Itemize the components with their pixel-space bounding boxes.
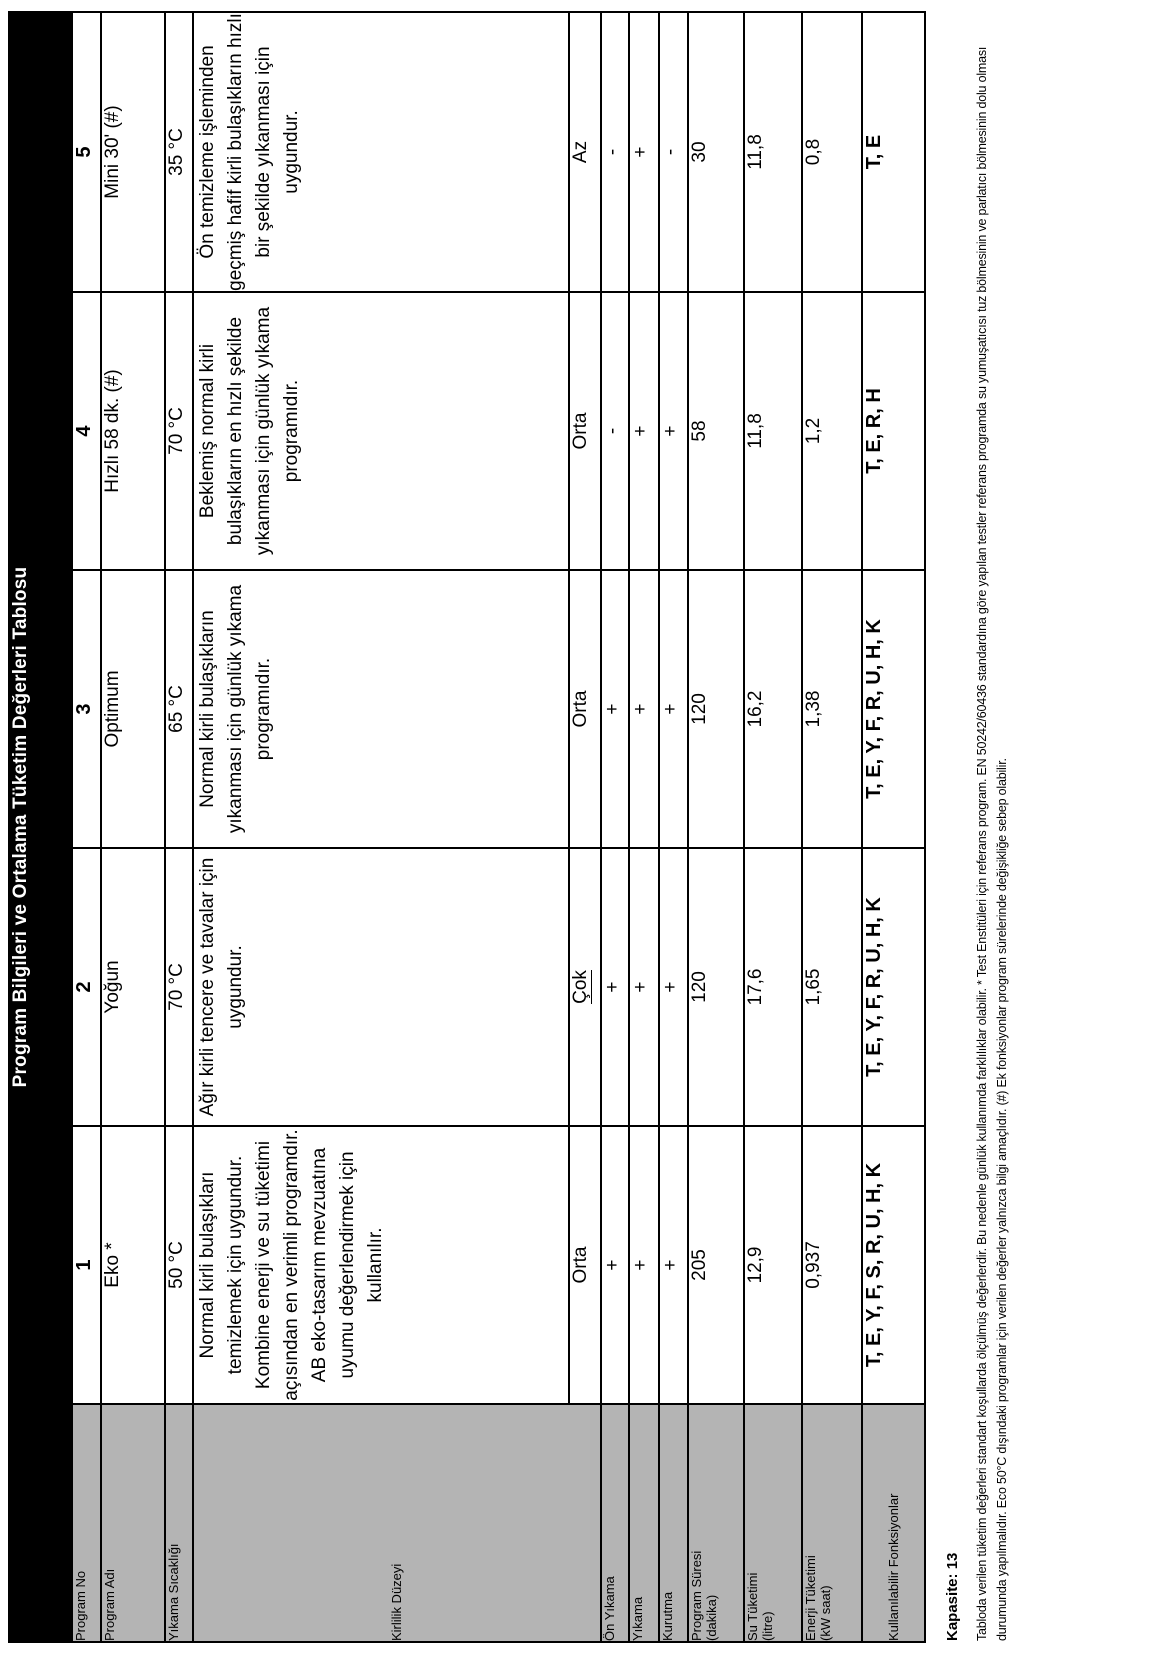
row-label-energy (802, 1404, 861, 1642)
water-value: 17,6 (744, 848, 802, 1126)
program-description: Ön temizleme işleminden geçmiş hafif kirli bulaşıkların hızlı bir şekilde yıkanması için uygundur. (193, 12, 569, 292)
functions-value: T, E, R, H (862, 292, 925, 570)
duration-value: 30 (688, 12, 744, 292)
program-name: Yoğun (101, 848, 165, 1126)
water-unit: (litre) (760, 1611, 776, 1641)
prewash-value: - (601, 12, 630, 292)
row-label-dry: Kurutma (659, 1404, 689, 1642)
row-label-wash-temperature: Yıkama Sıcaklığı (165, 1404, 192, 1642)
program-description: Beklemiş normal kirli bulaşıkların en hızlı şekilde yıkanması için günlük yıkama programıdır. (193, 292, 569, 570)
functions-value: T, E, Y, F, R, U, H, K (862, 848, 925, 1126)
row-label-wash: Yıkama (629, 1404, 659, 1642)
program-name: Eko * (101, 1126, 165, 1404)
program-name: Optimum (101, 570, 165, 848)
row-label-program-no: Program No (72, 1404, 101, 1642)
program-no: 5 (72, 12, 101, 292)
footnote: Tabloda verilen tüketim değerleri standart koşullarda ölçülmüş değerlerdir. Bu nedenle günlük kullanımda farklılıklar olabilir. * Test Enstitüleri için referans program. EN 50242/60436 standardına göre yapılan testler referans programda su yumuşatıcısı tuz bölmesinin ve parlatıcı bölmesinin dolu olması durumunda yapılmalıdır. Eco 50°C dışındaki programlar için verilen değerler yalnızca bilgi amaçlıdır. (#) Ek fonksiyonlar program sürelerinde değişikliğe sebep olabilir. (975, 46, 1009, 1641)
program-name: Mini 30' (#) (101, 12, 165, 292)
dry-value: + (659, 1126, 689, 1404)
dirt-level: Az (569, 12, 601, 292)
dry-value: + (659, 848, 689, 1126)
row-label-functions: Kullanılabilir Fonksiyonlar (862, 1404, 925, 1642)
dirt-level-text: Çok (569, 970, 591, 1004)
wash-value: + (629, 570, 659, 848)
functions-value: T, E (862, 12, 925, 292)
duration-value: 205 (688, 1126, 744, 1404)
row-label-prewash: Ön Yıkama (601, 1404, 630, 1642)
duration-value: 120 (688, 848, 744, 1126)
prewash-value: - (601, 292, 630, 570)
energy-value: 0,8 (802, 12, 861, 292)
row-label-water (744, 1404, 802, 1642)
program-description: Normal kirli bulaşıkları temizlemek için uygundur. Kombine enerji ve su tüketimi açısından en verimli programdır. AB eko-tasarım mevzuatına uyumu değerlendirmek için kullanılır. (193, 1126, 569, 1404)
program-no: 1 (72, 1126, 101, 1404)
dirt-level: Orta (569, 1126, 601, 1404)
energy-label: Enerji Tüketimi (803, 1555, 819, 1641)
energy-unit: (kW saat) (818, 1585, 834, 1641)
wash-temperature: 50 °C (165, 1126, 192, 1404)
program-description: Normal kirli bulaşıkların yıkanması için günlük yıkama programıdır. (193, 570, 569, 848)
dry-value: - (659, 12, 689, 292)
dirt-level: Orta (569, 292, 601, 570)
wash-value: + (629, 292, 659, 570)
wash-value: + (629, 1126, 659, 1404)
duration-label: Program Süresi (689, 1550, 705, 1641)
dry-value: + (659, 570, 689, 848)
functions-value: T, E, Y, F, R, U, H, K (862, 570, 925, 848)
water-value: 11,8 (744, 12, 802, 292)
functions-value: T, E, Y, F, S, R, U, H, K (862, 1126, 925, 1404)
prewash-value: + (601, 570, 630, 848)
duration-unit: (dakika) (704, 1594, 720, 1641)
dirt-level: Orta (569, 570, 601, 848)
program-no: 2 (72, 848, 101, 1126)
dry-value: + (659, 292, 689, 570)
row-label-dirt-level: Kirlilik Düzeyi (193, 1404, 601, 1642)
program-no: 4 (72, 292, 101, 570)
wash-value: + (629, 12, 659, 292)
duration-value: 58 (688, 292, 744, 570)
water-value: 12,9 (744, 1126, 802, 1404)
wash-value: + (629, 848, 659, 1126)
water-value: 11,8 (744, 292, 802, 570)
duration-value: 120 (688, 570, 744, 848)
wash-temperature: 70 °C (165, 848, 192, 1126)
water-label: Su Tüketimi (745, 1572, 761, 1641)
energy-value: 1,65 (802, 848, 861, 1126)
dirt-level (569, 848, 601, 1126)
capacity-label: Kapasite: 13 (944, 1552, 961, 1641)
table-title: Program Bilgileri ve Ortalama Tüketim Değerleri Tablosu (9, 12, 72, 1642)
row-label-duration (688, 1404, 744, 1642)
energy-value: 1,2 (802, 292, 861, 570)
program-table (8, 11, 926, 1643)
row-label-program-name: Program Adı (101, 1404, 165, 1642)
wash-temperature: 35 °C (165, 12, 192, 292)
energy-value: 0,937 (802, 1126, 861, 1404)
program-description: Ağır kirli tencere ve tavalar için uygundur. (193, 848, 569, 1126)
energy-value: 1,38 (802, 570, 861, 848)
wash-temperature: 65 °C (165, 570, 192, 848)
program-no: 3 (72, 570, 101, 848)
water-value: 16,2 (744, 570, 802, 848)
wash-temperature: 70 °C (165, 292, 192, 570)
prewash-value: + (601, 1126, 630, 1404)
program-name: Hızlı 58 dk. (#) (101, 292, 165, 570)
prewash-value: + (601, 848, 630, 1126)
